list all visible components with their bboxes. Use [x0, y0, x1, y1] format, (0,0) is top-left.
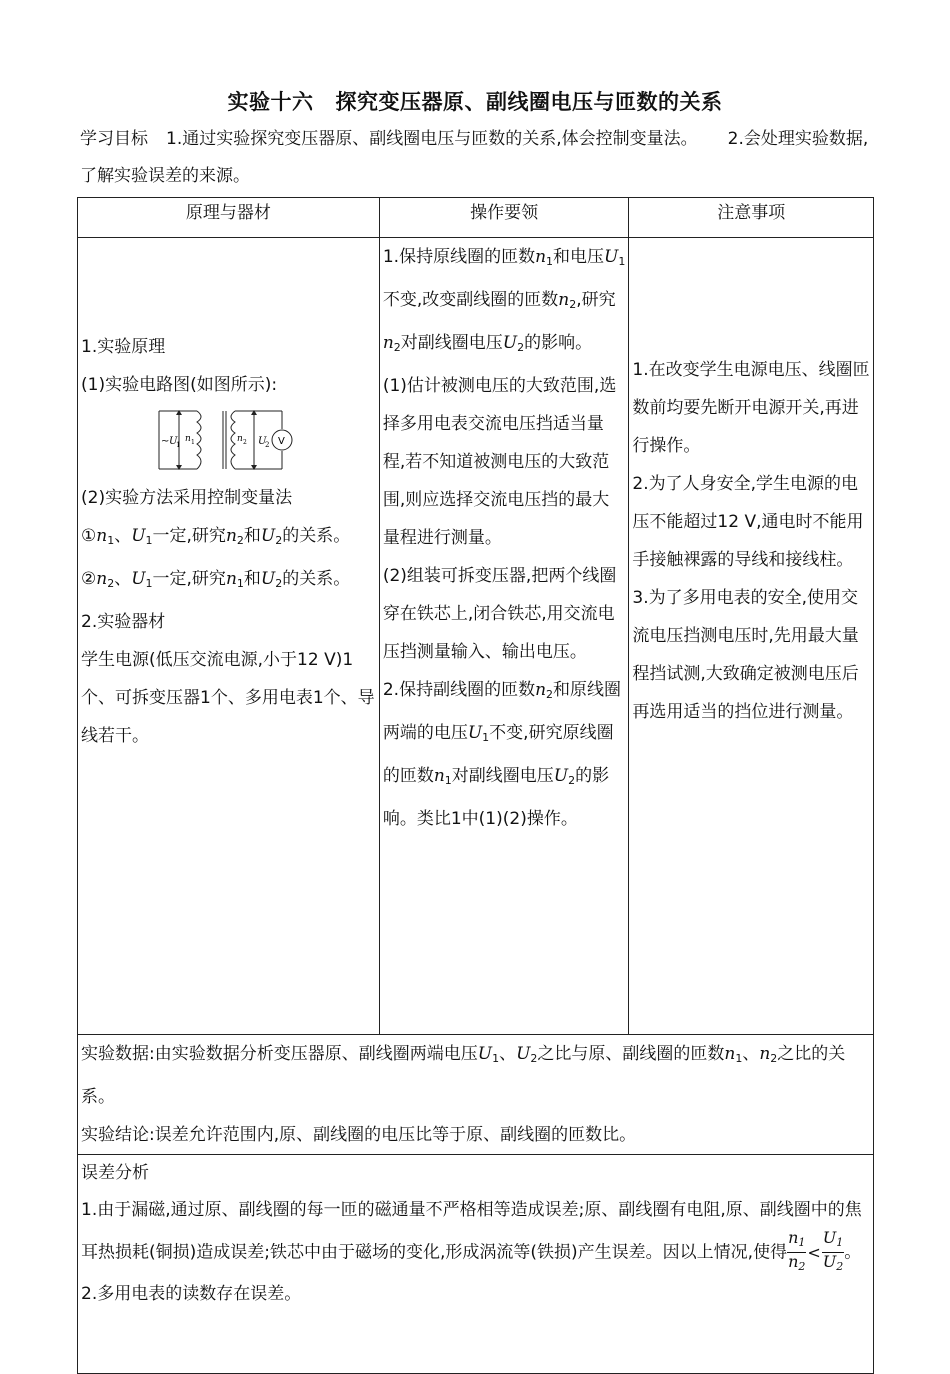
- transformer-circuit-diagram: [157, 407, 302, 473]
- note-1: 1.在改变学生电源电压、线圈匝数前均要先断开电源开关,再进行操作。: [632, 360, 870, 456]
- page-title: [0, 86, 950, 116]
- header-principle: 原理与器材: [78, 198, 380, 238]
- operation-cell: [379, 238, 629, 1035]
- method-item-2: $②n_2$、$U_1$一定,研究$n_1$和$U_2$的关系。: [81, 569, 351, 590]
- note-3: 3.为了多用电表的安全,使用交流电压挡测电压时,先用最大量程挡试测,大致确定被测电压后再选用适当的挡位进行测量。: [632, 588, 859, 722]
- table-body-row: [78, 238, 874, 1035]
- goals-label: 学习目标: [80, 129, 148, 149]
- error-item-1: 1.由于漏磁,通过原、副线圈的每一匝的磁通量不严格相等造成误差;原、副线圈有电阻,原、副线圈中的焦耳热损耗(铜损)造成误差;铁芯中由于磁场的变化,形成涡流等(铁损)产生误差。因以上情况,使得 $\frac{n_1}{n_2}$ < $\frac{U_1}{U_2}$ 。: [81, 1192, 870, 1276]
- u2-label: U: [258, 436, 267, 447]
- u1-sub: 1: [176, 441, 181, 449]
- source-label: ~: [161, 436, 170, 447]
- u1-label: U: [169, 436, 178, 447]
- title-number: 实验十六: [227, 90, 314, 114]
- method-item-1: $①n_1$、$U_1$一定,研究$n_2$和$U_2$的关系。: [81, 526, 351, 547]
- equipment-list: 学生电源(低压交流电源,小于12 V)1个、可拆变压器1个、多用电表1个、导线若干。: [81, 650, 375, 746]
- n2-label: n: [237, 434, 243, 444]
- control-variable-method: (2)实验方法采用控制变量法: [81, 488, 293, 508]
- note-2: 2.为了人身安全,学生电源的电压不能超过12 V,通电时不能用手接触裸露的导线和接线柱。: [632, 474, 864, 570]
- circuit-caption: (1)实验电路图(如图所示):: [81, 375, 278, 395]
- experiment-data: 实验数据:由实验数据分析变压器原、副线圈两端电压$U_1$、$U_2$之比与原、副线圈的匝数$n_1$、$n_2$之比的关系。: [81, 1044, 846, 1107]
- experiment-conclusion: 实验结论:误差允许范围内,原、副线圈的电压比等于原、副线圈的匝数比。: [81, 1125, 637, 1145]
- header-notes: 注意事项: [629, 198, 874, 238]
- operation-step-1-2: (2)组装可拆变压器,把两个线圈穿在铁芯上,闭合铁芯,用交流电压挡测量输入、输出电压。: [382, 566, 617, 662]
- fraction-n1-n2: $\frac{n_1}{n_2}$: [788, 1228, 806, 1273]
- principle-cell: [78, 238, 380, 1035]
- header-operation: 操作要领: [379, 198, 629, 238]
- n1-sub: 1: [191, 439, 195, 446]
- data-conclusion-cell: [78, 1035, 874, 1155]
- table-header-row: [78, 198, 874, 238]
- error-analysis-cell: [78, 1155, 874, 1374]
- principle-heading: 1.实验原理: [81, 337, 166, 357]
- error-item-2: 2.多用电表的读数存在误差。: [81, 1284, 302, 1304]
- goal-1: 1.通过实验探究变压器原、副线圈电压与匝数的关系,体会控制变量法。: [166, 129, 698, 149]
- n1-label: n: [185, 434, 191, 444]
- voltmeter-label: V: [278, 436, 285, 447]
- n2-sub: 2: [243, 439, 247, 446]
- operation-step-1-1: (1)估计被测电压的大致范围,选择多用电表交流电压挡适当量程,若不知道被测电压的大致范围,则应选择交流电压挡的最大量程进行测量。: [382, 376, 617, 548]
- u2-sub: 2: [265, 441, 270, 449]
- experiment-table: [77, 197, 874, 1374]
- fraction-u1-u2: $\frac{U_1}{U_2}$: [822, 1228, 844, 1273]
- data-conclusion-row: [78, 1035, 874, 1155]
- equipment-heading: 2.实验器材: [81, 612, 166, 632]
- title-text: 探究变压器原、副线圈电压与匝数的关系: [335, 90, 723, 114]
- error-analysis-row: [78, 1155, 874, 1374]
- operation-step-2: 2.保持副线圈的匝数$n_2$和原线圈两端的电压$U_1$不变,研究原线圈的匝数$n_1$对副线圈电压$U_2$的影响。类比1中(1)(2)操作。: [382, 680, 622, 829]
- goal-2: 2.会处理实验数据,了解实验误差的来源。: [80, 129, 869, 186]
- learning-goals: [80, 121, 875, 195]
- error-analysis-title: 误差分析: [81, 1163, 149, 1183]
- notes-cell: [629, 238, 874, 1035]
- operation-step-1: 1.保持原线圈的匝数$n_1$和电压$U_1$不变,改变副线圈的匝数$n_2$,研究$n_2$对副线圈电压$U_2$的影响。: [382, 247, 626, 354]
